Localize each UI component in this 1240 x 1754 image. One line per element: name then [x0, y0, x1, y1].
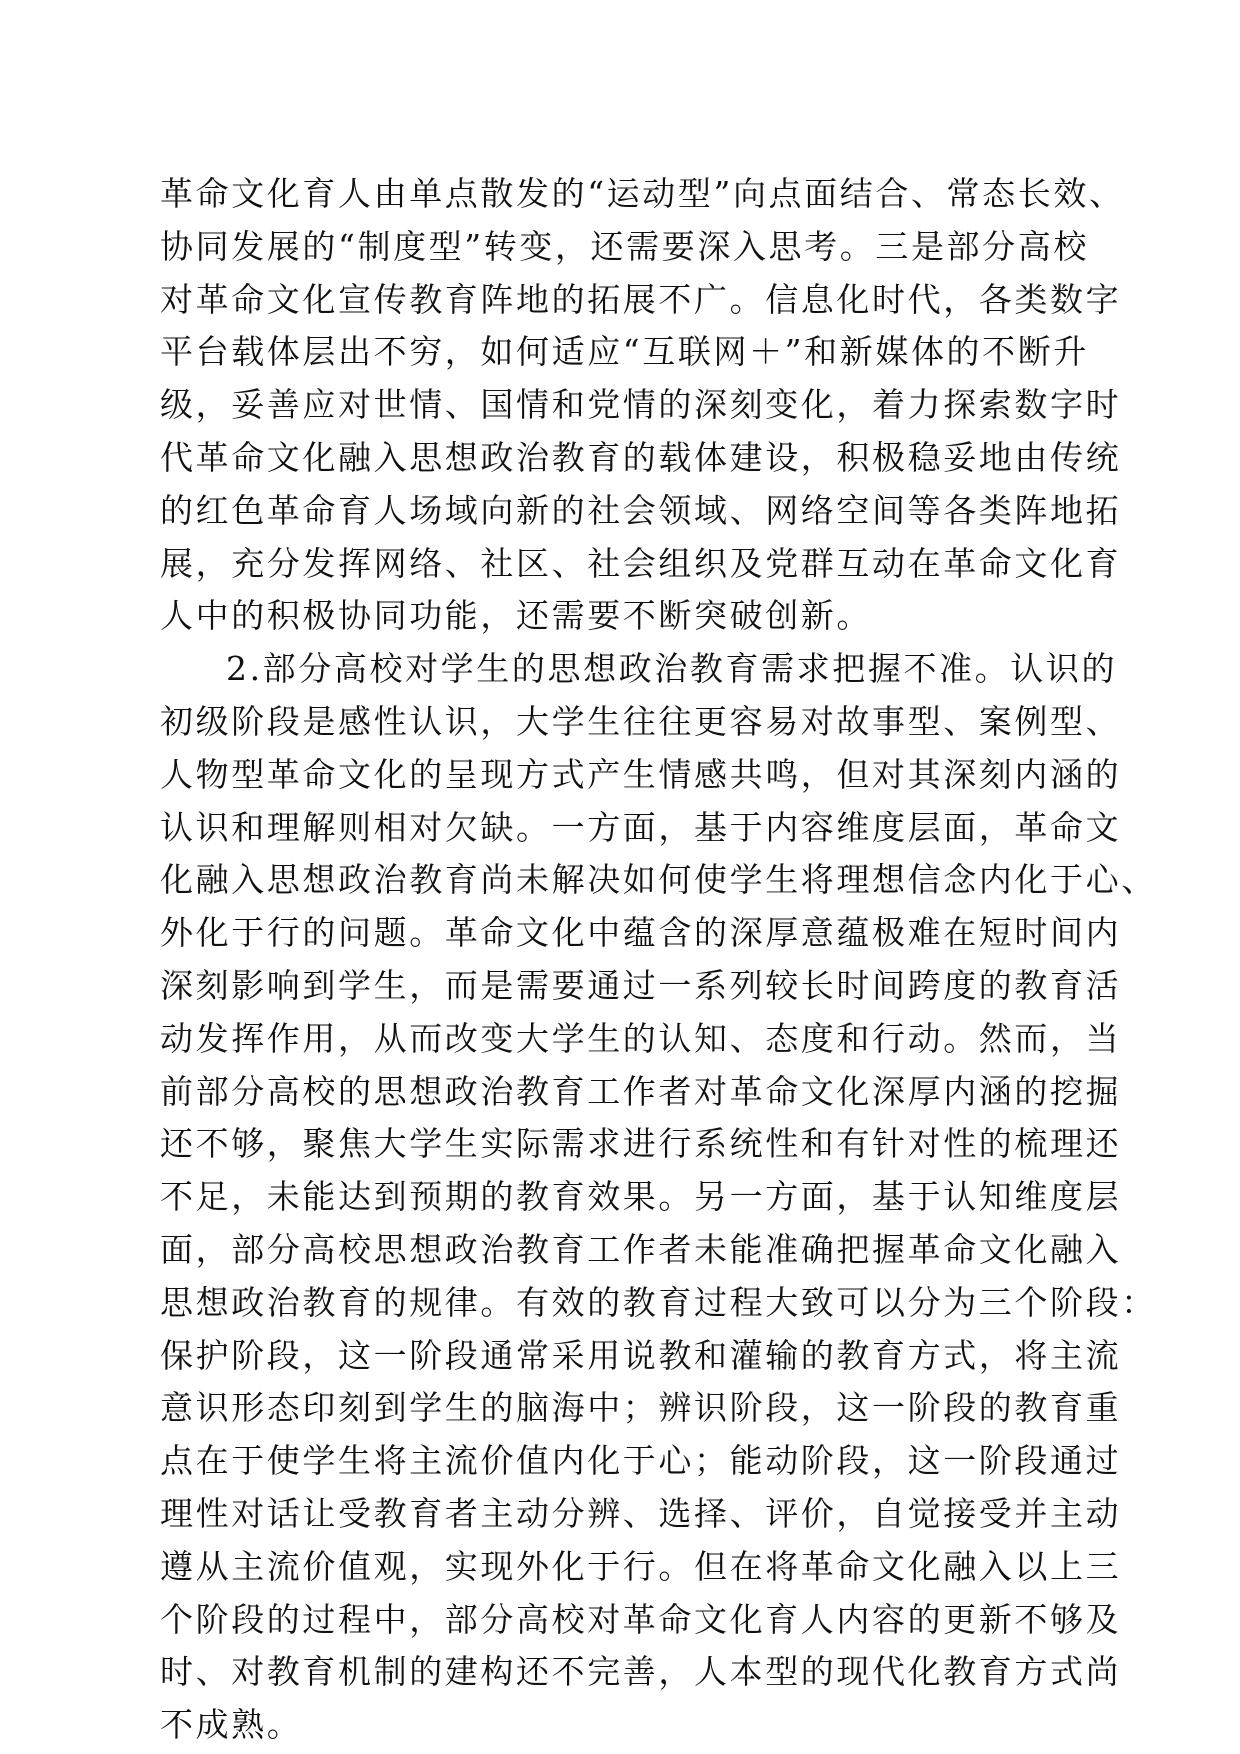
text-line: 不足，未能达到预期的教育效果。另一方面，基于认知维度层 [160, 1177, 1122, 1217]
text-line: 革命文化育人由单点散发的“运动型”向点面结合、常态长效、 [160, 174, 1125, 213]
text-line: 外化于行的问题。革命文化中蕴含的深厚意蕴极难在短时间内 [160, 913, 1122, 953]
text-line: 意识形态印刻到学生的脑海中；辨识阶段，这一阶段的教育重 [160, 1388, 1122, 1428]
text-line: 认识和理解则相对欠缺。一方面，基于内容维度层面，革命文 [160, 807, 1122, 847]
paragraph-section-2 [160, 643, 1157, 1752]
text-line: 对革命文化宣传教育阵地的拓展不广。信息化时代，各类数字 [160, 279, 1122, 319]
text-line: 展，充分发挥网络、社区、社会组织及党群互动在革命文化育 [160, 543, 1122, 583]
text-line: 前部分高校的思想政治教育工作者对革命文化深厚内涵的挖掘 [160, 1071, 1122, 1111]
text-line: 深刻影响到学生，而是需要通过一系列较长时间跨度的教育活 [160, 965, 1122, 1005]
text-line: 理性对话让受教育者主动分辨、选择、评价，自觉接受并主动 [160, 1493, 1122, 1533]
text-line: 不成熟。 [160, 1705, 303, 1745]
text-line: 级，妥善应对世情、国情和党情的深刻变化，着力探索数字时 [160, 385, 1122, 425]
text-line: 个阶段的过程中，部分高校对革命文化育人内容的更新不够及 [160, 1599, 1122, 1639]
text-line: 平台载体层出不穷，如何适应“互联网＋”和新媒体的不断升 [160, 332, 1089, 372]
text-line: 遵从主流价值观，实现外化于行。但在将革命文化融入以上三 [160, 1546, 1122, 1586]
text-line: 思想政治教育的规律。有效的教育过程大致可以分为三个阶段： [160, 1282, 1157, 1322]
text-line: 化融入思想政治教育尚未解决如何使学生将理想信念内化于心、 [160, 860, 1157, 900]
text-line: 人中的积极协同功能，还需要不断突破创新。 [160, 596, 872, 636]
text-line: 时、对教育机制的建构还不完善，人本型的现代化教育方式尚 [160, 1652, 1122, 1692]
paragraph-continued [160, 168, 1125, 643]
text-line: 初级阶段是感性认识，大学生往往更容易对故事型、案例型、 [160, 701, 1122, 741]
text-line: 人物型革命文化的呈现方式产生情感共鸣，但对其深刻内涵的 [160, 754, 1122, 794]
text-line: 的红色革命育人场域向新的社会领域、网络空间等各类阵地拓 [160, 490, 1122, 530]
text-line: 还不够，聚焦大学生实际需求进行系统性和有针对性的梳理还 [160, 1124, 1122, 1164]
document-page [160, 168, 1157, 1752]
text-line: 2.部分高校对学生的思想政治教育需求把握不准。认识的 [226, 649, 1118, 689]
text-line: 代革命文化融入思想政治教育的载体建设，积极稳妥地由传统 [160, 437, 1122, 477]
text-line: 面，部分高校思想政治教育工作者未能准确把握革命文化融入 [160, 1229, 1122, 1269]
text-line: 保护阶段，这一阶段通常采用说教和灌输的教育方式，将主流 [160, 1335, 1122, 1375]
text-line: 动发挥作用，从而改变大学生的认知、态度和行动。然而，当 [160, 1018, 1122, 1058]
text-line: 点在于使学生将主流价值内化于心；能动阶段，这一阶段通过 [160, 1441, 1122, 1481]
text-line: 协同发展的“制度型”转变，还需要深入思考。三是部分高校 [160, 226, 1089, 266]
